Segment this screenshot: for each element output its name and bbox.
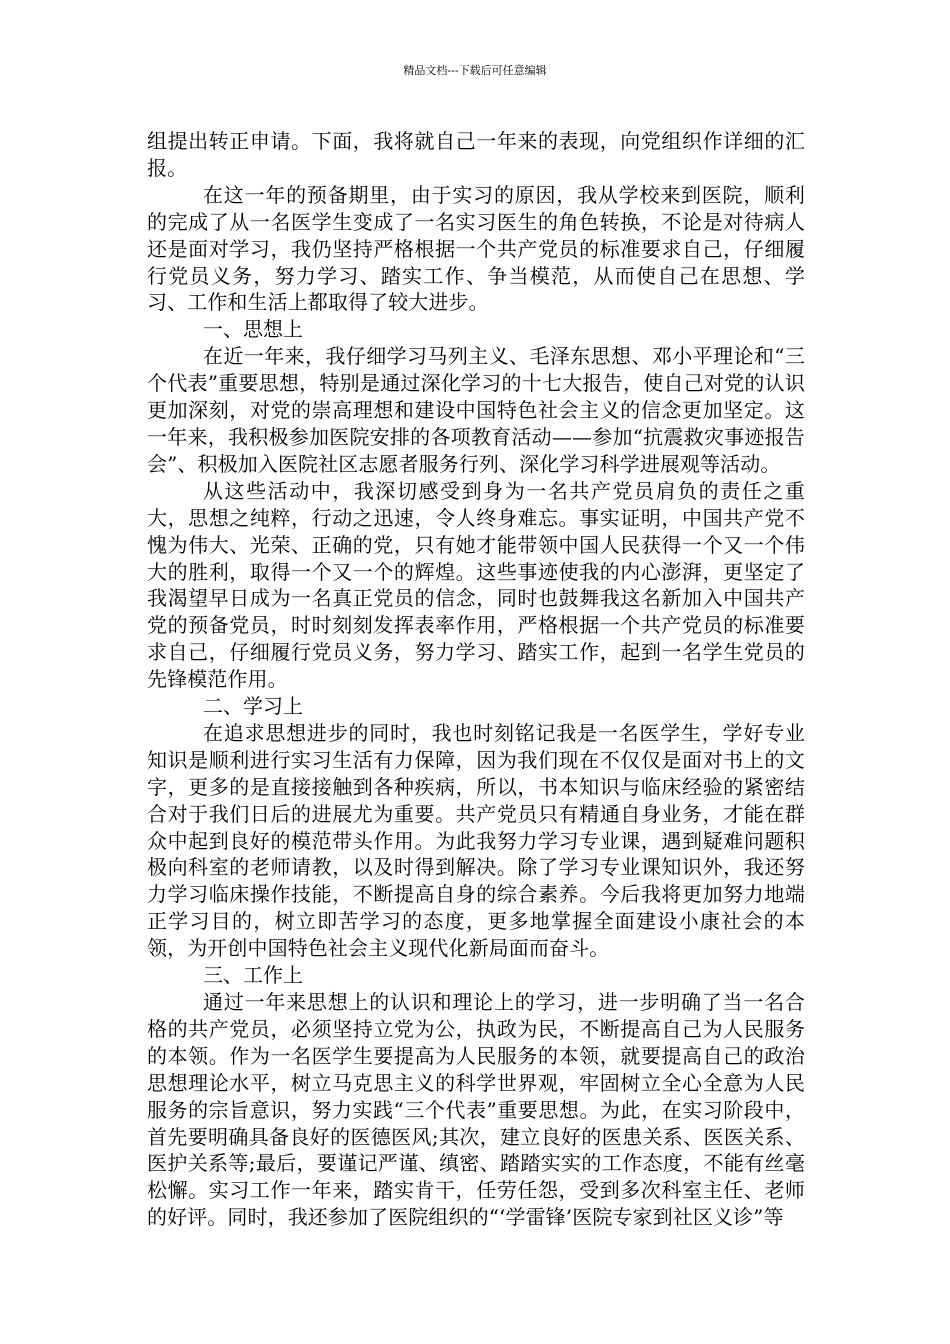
paragraph-study: 在追求思想进步的同时，我也时刻铭记我是一名医学生，学好专业知识是顺利进行实习生活有力保障，因为我们现在不仅仅是面对书上的文字，更多的是直接接触到各种疾病，所以，书本知识与临床经验的紧密结合对于我们日后的进展尤为重要。共产党员只有精通自身业务，才能在群众中起到良好的模范带头作用。为此我努力学习专业课，遇到疑难问题积极向科室的老师请教，以及时得到解决。除了学习专业课知识外，我还努力学习临床操作技能，不断提高自身的综合素养。今后我将更加努力地端正学习目的，树立即苦学习的态度，更多地掌握全面建设小康社会的本领，为开创中国特色社会主义现代化新局面而奋斗。 [147,720,805,961]
paragraph-thought-study: 在近一年来，我仔细学习马列主义、毛泽东思想、邓小平理论和“三个代表”重要思想，特别是通过深化学习的十七大报告，使自己对党的认识更加深刻，对党的崇高理想和建设中国特色社会主义的信念更加坚定。这一年来，我积极参加医院安排的各项教育活动——参加“抗震救灾事迹报告会”、积极加入医院社区志愿者服务行列、深化学习科学进展观等活动。 [147,344,805,476]
page-header: 精品文档---下载后可任意编辑 [403,64,547,77]
paragraph-thought-activities: 从这些活动中，我深切感受到身为一名共产党员肩负的责任之重大，思想之纯粹，行动之迅速，令人终身难忘。事实证明，中国共产党不愧为伟大、光荣、正确的党，只有她才能带领中国人民获得一个又一个伟大的胜利，取得一个又一个的辉煌。这些事迹使我的内心澎湃，更坚定了我渴望早日成为一名真正党员的信念，同时也鼓舞我这名新加入中国共产党的预备党员，时时刻刻发挥表率作用，严格根据一个共产党员的标准要求自己，仔细履行党员义务，努力学习、踏实工作，起到一名学生党员的先锋模范作用。 [147,478,805,692]
document-body [147,128,805,1231]
paragraph-work: 通过一年来思想上的认识和理论上的学习，进一步明确了当一名合格的共产党员，必须坚持立党为公，执政为民，不断提高自己为人民服务的本领。作为一名医学生要提高为人民服务的本领，就要提高自己的政治思想理论水平，树立马克思主义的科学世界观，牢固树立全心全意为人民服务的宗旨意识，努力实践“三个代表”重要思想。为此，在实习阶段中，首先要明确具备良好的医德医风;其次，建立良好的医患关系、医医关系、医护关系等;最后，要谨记严谨、缜密、踏踏实实的工作态度，不能有丝毫松懈。实习工作一年来，踏实肯干，任劳任怨，受到多次科室主任、老师的好评。同时，我还参加了医院组织的“‘学雷锋’医院专家到社区义诊”等 [147,990,805,1230]
paragraph-probation-summary: 在这一年的预备期里，由于实习的原因，我从学校来到医院，顺利的完成了从一名医学生变成了一名实习医生的角色转换，不论是对待病人还是面对学习，我仍坚持严格根据一个共产党员的标准要求自己，仔细履行党员义务，努力学习、踏实工作、争当模范，从而使自己在思想、学习、工作和生活上都取得了较大进步。 [147,182,805,315]
paragraph-intro: 组提出转正申请。下面，我将就自己一年来的表现，向党组织作详细的汇报。 [147,129,805,180]
section-heading-thought: 一、思想上 [203,317,303,342]
section-heading-work: 三、工作上 [203,963,303,988]
section-heading-study: 二、学习上 [203,694,303,719]
